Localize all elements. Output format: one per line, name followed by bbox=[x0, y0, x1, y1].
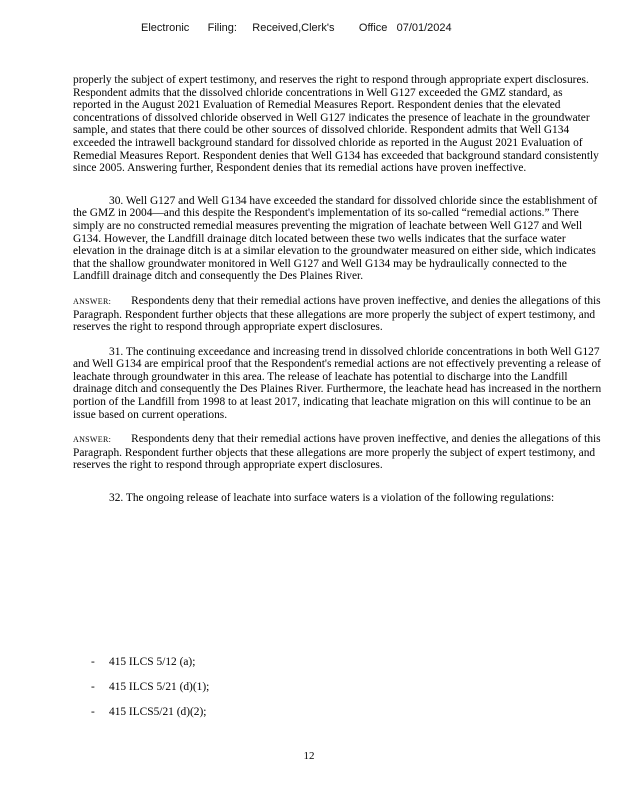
list-item bbox=[91, 681, 209, 706]
answer-text: Respondents deny that their remedial actions have proven ineffective, and denies the allegations of this Paragraph. Respondent further objects that these allegations are more properly the subject of expert testimony, and reserves the right to respond through appropriate expert disclosures. bbox=[73, 294, 601, 334]
intro-paragraph: properly the subject of expert testimony, and reserves the right to respond through appropriate expert disclosures. Respondent admits that the dissolved chloride concentrations in Well G127 exceeded the GMZ standard, as reported in the August 2021 Evaluation of Remedial Measures Report. Respondent denies that the elevated concentrations of dissolved chloride observed in Well G127 indicates the presence of leachate in the groundwater sample, and states that there could be other sources of dissolved chloride. Respondent admits that Well G134 exceeded the intrawell background standard for dissolved chloride as reported in the August 2021 Evaluation of Remedial Measures Report. Respondent denies that Well G134 has exceeded that background standard consistently since 2005. Answering further, Respondent denies that its remedial actions have proven ineffective. bbox=[73, 74, 599, 175]
page-number: 12 bbox=[303, 750, 315, 762]
document-body bbox=[73, 74, 603, 505]
list-item-text: 415 ILCS 5/12 (a); bbox=[109, 656, 196, 668]
list-item-text: 415 ILCS 5/21 (d)(1); bbox=[109, 681, 210, 693]
paragraph-32: 32. The ongoing release of leachate into surface waters is a violation of the following regulations: bbox=[109, 492, 555, 505]
answer-31 bbox=[73, 433, 603, 472]
answer-label: ANSWER: bbox=[73, 435, 112, 445]
bullet-dash: - bbox=[91, 681, 95, 693]
bullet-dash: - bbox=[91, 706, 95, 718]
answer-label: ANSWER: bbox=[73, 296, 112, 306]
filing-header: Electronic Filing: Received,Clerk's Office 07/01/2024 bbox=[141, 22, 452, 34]
answer-30 bbox=[73, 295, 603, 334]
list-item-text: 415 ILCS5/21 (d)(2); bbox=[109, 706, 207, 718]
bullet-dash: - bbox=[91, 656, 95, 668]
paragraph-31: 31. The continuing exceedance and increasing trend in dissolved chloride concentrations in both Well G127 and Well G134 are empirical proof that the Respondent's remedial actions are not effectively preventing a release of leachate through groundwater in this area. The release of leachate has potential to discharge into the Landfill drainage ditch and consequently the Des Plaines River. Furthermore, the leachate head has increased in the northern portion of the Landfill from 1998 to at least 2017, indicating that leachate migration on this will continue to be an issue based on current operations. bbox=[73, 345, 602, 421]
paragraph-30: 30. Well G127 and Well G134 have exceeded the standard for dissolved chloride since the establishment of the GMZ in 2004—and this despite the Respondent's implementation of its so-called “remedial actions.” There simply are no constructed remedial measures preventing the migration of leachate between Well G127 and Well G134. However, the Landfill drainage ditch located between these two wells indicates that the surface water elevation in the drainage ditch is at a similar elevation to the groundwater measured on either side, which indicates that the shallow groundwater monitored in Well G127 and Well G134 may be hydraulically connected to the Landfill drainage ditch and consequently the Des Plaines River. bbox=[73, 194, 598, 283]
list-item bbox=[91, 706, 209, 731]
list-item bbox=[91, 656, 209, 681]
regulation-list bbox=[91, 656, 209, 731]
answer-text: Respondents deny that their remedial actions have proven ineffective, and denies the allegations of this Paragraph. Respondent further objects that these allegations are more properly the subject of expert testimony, and reserves the right to respond through appropriate expert disclosures. bbox=[73, 433, 601, 472]
